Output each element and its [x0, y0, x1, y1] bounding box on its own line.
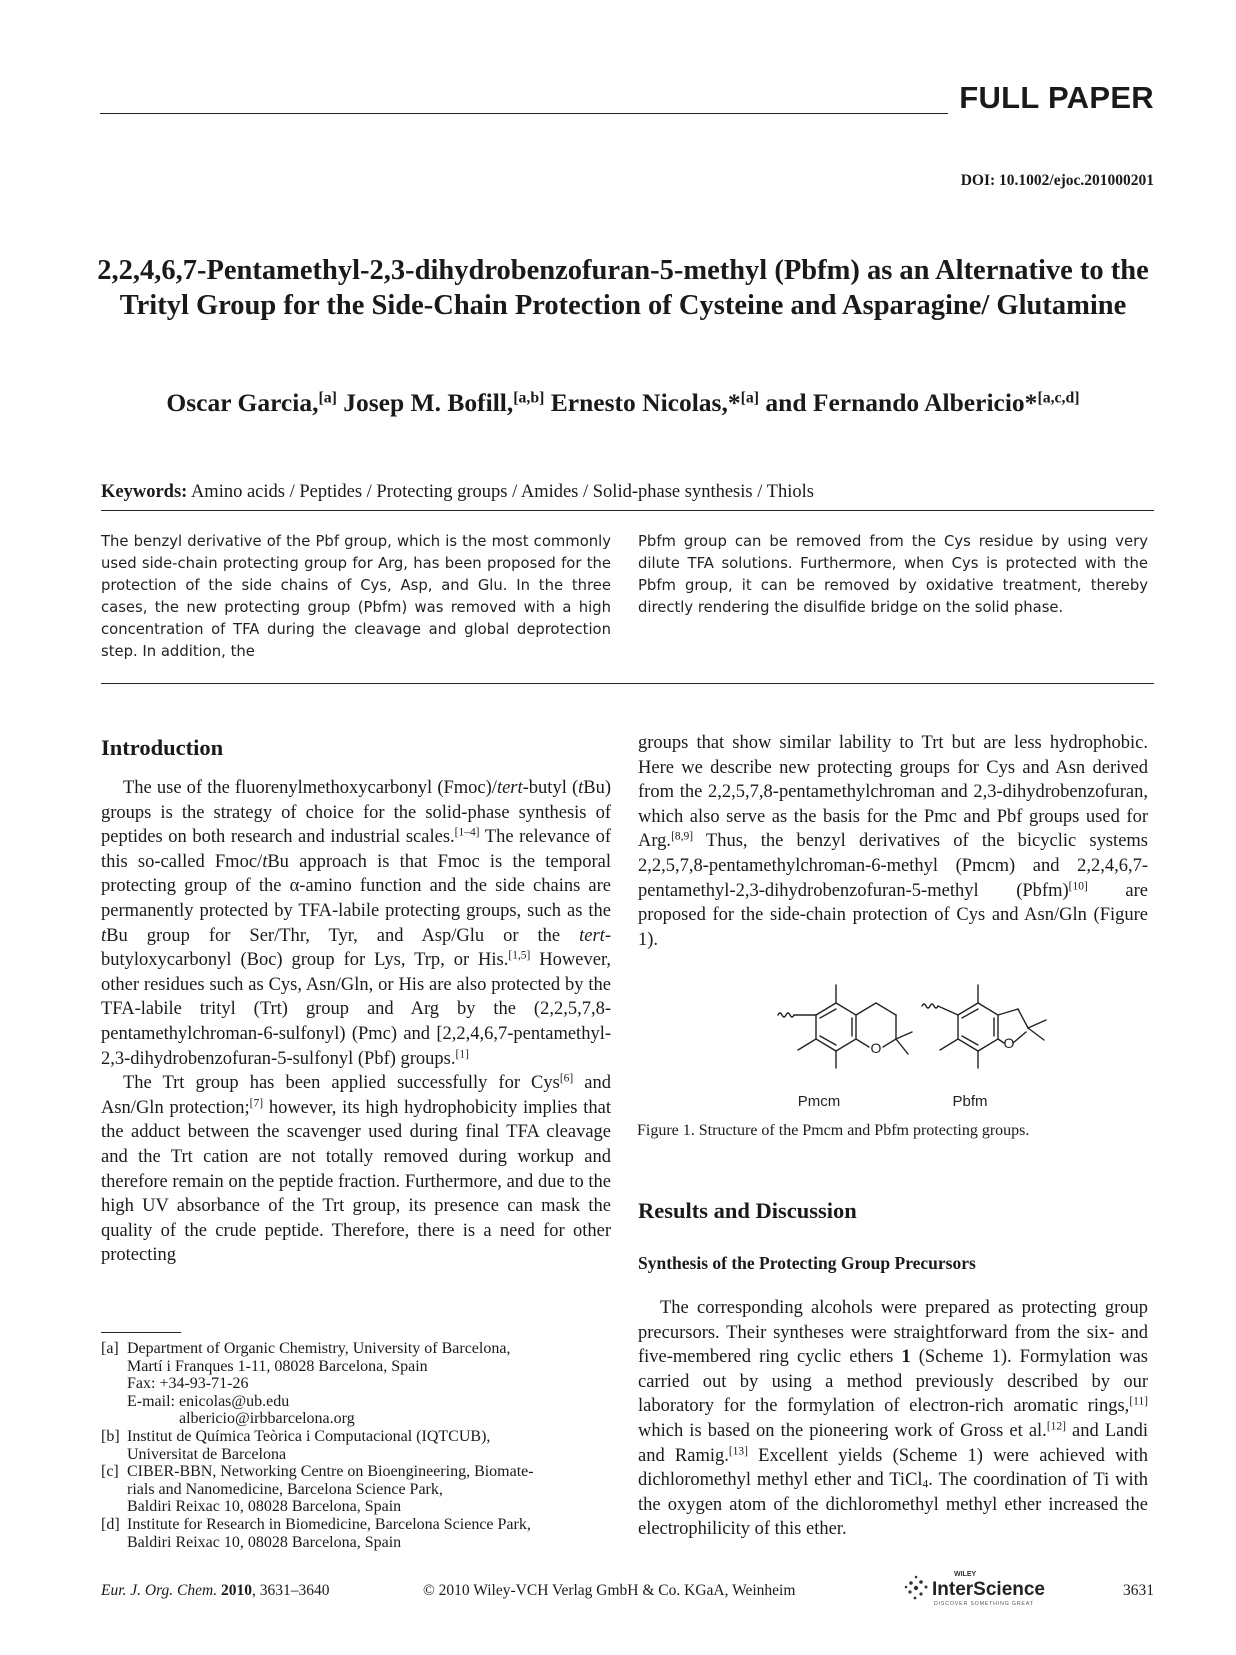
- right-column-bottom: [638, 1296, 1148, 1542]
- citation[interactable]: [8,9]: [671, 831, 694, 844]
- svg-text:WILEY: WILEY: [954, 1571, 977, 1578]
- pbfm-attachment-wavy: [922, 1004, 938, 1008]
- citation[interactable]: [1–4]: [454, 826, 480, 839]
- citation[interactable]: [6]: [559, 1072, 574, 1085]
- pmcm-label: Pmcm: [797, 1093, 841, 1110]
- citation[interactable]: [13]: [728, 1445, 748, 1458]
- right-column-top: [638, 731, 1148, 952]
- author-affiliation: [a,c,d]: [1037, 389, 1080, 407]
- paragraph: The Trt group has been applied successfully for Cys[6] and Asn/Gln protection;[7] however, its high hydrophobicity implies that the adduct between the scavenger used during final TFA cleavage and the Trt cation are not totally removed during workup and therefore remain on the peptide fraction. Furthermore, and due to the high UV absorbance of the Trt group, its presence can mask the quality of the crude peptide. Therefore, there is a need for other protecting: [101, 1072, 611, 1266]
- pmcm-benzene-ring: [816, 1003, 856, 1051]
- section-heading-results: Results and Discussion: [638, 1198, 857, 1223]
- header-rule: [100, 113, 948, 114]
- subsection-heading: Synthesis of the Protecting Group Precursors: [638, 1253, 976, 1273]
- left-column: [101, 776, 611, 1268]
- article-title: 2,2,4,6,7-Pentamethyl-2,3-dihydrobenzofuran-5-methyl (Pbfm) as an Alternative to the Trityl Group for the Side-Chain Protection of Cysteine and Asparagine/ Glutamine: [97, 255, 1149, 321]
- citation[interactable]: [1,5]: [508, 949, 531, 962]
- author-affiliation: [a]: [318, 389, 337, 407]
- paragraph: groups that show similar lability to Trt but are less hydrophobic. Here we describe new protecting groups for Cys and Asn derived from the 2,2,5,7,8-pentamethylchroman and 2,3-dihydrobenzofuran, which also serve as the basis for the Pmc and Pbf groups used for Arg.[8,9] Thus, the benzyl derivatives of the bicyclic systems 2,2,5,7,8-pentamethylchroman-6-methyl (Pmcm) and 2,2,4,6,7-pentamethyl-2,3-dihydrobenzofuran-5-methyl (Pbfm)[10] are proposed for the side-chain protection of Cys and Asn/Gln (Figure 1).: [638, 733, 1148, 950]
- author-name: Ernesto Nicolas,*: [550, 388, 741, 417]
- footnote: [b] Institut de Química Teòrica i Computacional (IQTCUB), Universitat de Barcelona: [101, 1427, 491, 1463]
- interscience-logo[interactable]: [902, 1566, 1072, 1608]
- abstract-left: The benzyl derivative of the Pbf group, which is the most commonly used side-chain protecting group for Arg, has been proposed for the protection of the side chains of Cys, Asp, and Glu. In the three cases, the new protecting group (Pbfm) was removed with a high concentration of TFA during the cleavage and global deprotection step. In addition, the: [101, 533, 611, 660]
- abstract-rule: [101, 683, 1154, 684]
- author-affiliation: [a]: [740, 389, 760, 407]
- pbfm-benzene-ring: [958, 1003, 998, 1051]
- footnote: [c] CIBER-BBN, Networking Centre on Bioengineering, Biomate- rials and Nanomedicine, Barcelona Science Park, Baldiri Reixac 10, 08028 Barcelona, Spain: [101, 1463, 534, 1516]
- citation[interactable]: [11]: [1129, 1396, 1148, 1409]
- pmcm-oxygen-label: O: [870, 1040, 882, 1056]
- doi[interactable]: DOI: 10.1002/ejoc.201000201: [960, 172, 1154, 189]
- header-label: FULL PAPER: [959, 80, 1154, 115]
- pbfm-label: Pbfm: [952, 1093, 988, 1110]
- svg-text:DISCOVER SOMETHING GREAT: DISCOVER SOMETHING GREAT: [934, 1601, 1034, 1607]
- citation[interactable]: [10]: [1068, 880, 1088, 893]
- author-list: [90, 388, 1156, 418]
- citation[interactable]: [12]: [1046, 1420, 1066, 1433]
- abstract-right: Pbfm group can be removed from the Cys residue by using very dilute TFA solutions. Furthermore, when Cys is protected with the Pbfm group, it can be removed by oxidative treatment, thereby directly rendering the disulfide bridge on the solid phase.: [638, 533, 1148, 616]
- citation[interactable]: [7]: [249, 1097, 264, 1110]
- keywords: [101, 482, 814, 503]
- author-name: and Fernando Albericio*: [765, 388, 1038, 417]
- footnote: [d] Institute for Research in Biomedicine, Barcelona Science Park, Baldiri Reixac 10, 08028 Barcelona, Spain: [101, 1515, 531, 1551]
- page-number: 3631: [1123, 1582, 1154, 1599]
- keywords-text: Amino acids / Peptides / Protecting groups / Amides / Solid-phase synthesis / Thiols: [190, 482, 814, 502]
- pmcm-attachment-wavy: [778, 1013, 794, 1017]
- footnote: [a] Department of Organic Chemistry, University of Barcelona, Martí i Franques 1-11, 08028 Barcelona, Spain Fax: +34-93-71-26 E-mail: enicolas@ub.edu albericio@irbbarcelona.org: [101, 1340, 511, 1428]
- footnotes: [101, 1340, 611, 1551]
- figure-caption: Figure 1. Structure of the Pmcm and Pbfm protecting groups.: [637, 1122, 1030, 1139]
- svg-text:InterScience: InterScience: [932, 1579, 1045, 1600]
- section-heading-introduction: Introduction: [101, 735, 224, 760]
- footer-copyright: © 2010 Wiley-VCH Verlag GmbH & Co. KGaA, Weinheim: [423, 1582, 796, 1599]
- keywords-label: Keywords:: [101, 482, 188, 502]
- footnote-rule: [101, 1332, 181, 1333]
- footer-citation: Eur. J. Org. Chem. 2010, 3631–3640: [101, 1582, 330, 1599]
- pbfm-oxygen-label: O: [1003, 1035, 1015, 1051]
- figure-1-structures: [760, 982, 1060, 1112]
- paragraph: The corresponding alcohols were prepared as protecting group precursors. Their syntheses were straightforward from the six- and five-membered ring cyclic ethers 1 (Scheme 1). Formylation was carried out by using a method previously described by our laboratory for the formylation of electron-rich aromatic rings,[11] which is based on the pioneering work of Gross et al.[12] and Landi and Ramig.[13] Excellent yields (Scheme 1) were achieved with dichloromethyl methyl ether and TiCl$_4$. The coordination of Ti with the oxygen atom of the dichloromethyl methyl ether increased the electrophilicity of this ether.: [638, 1298, 1148, 1540]
- paragraph: The use of the fluorenylmethoxycarbonyl (Fmoc)/tert-butyl (tBu) groups is the strategy of choice for the solid-phase synthesis of peptides on both research and industrial scales.[1–4] The relevance of this so-called Fmoc/tBu approach is that Fmoc is the temporal protecting group of the α-amino function and the side chains are permanently protected by TFA-labile protecting groups, such as the tBu group for Ser/Thr, Tyr, and Asp/Glu or the tert-butyloxycarbonyl (Boc) group for Lys, Trp, or His.[1,5] However, other residues such as Cys, Asn/Gln, or His are also protected by the TFA-labile trityl (Trt) group and Arg by the (2,2,5,7,8-pentamethylchroman-6-sulfonyl) (Pmc) and [2,2,4,6,7-pentamethyl-2,3-dihydrobenzofuran-5-sulfonyl (Pbf) groups.[1]: [101, 778, 612, 1069]
- citation[interactable]: [1]: [455, 1048, 469, 1061]
- author-name: Oscar Garcia,: [166, 388, 319, 417]
- keywords-rule: [101, 510, 1154, 511]
- author-affiliation: [a,b]: [513, 389, 545, 407]
- author-name: Josep M. Bofill,: [343, 388, 514, 417]
